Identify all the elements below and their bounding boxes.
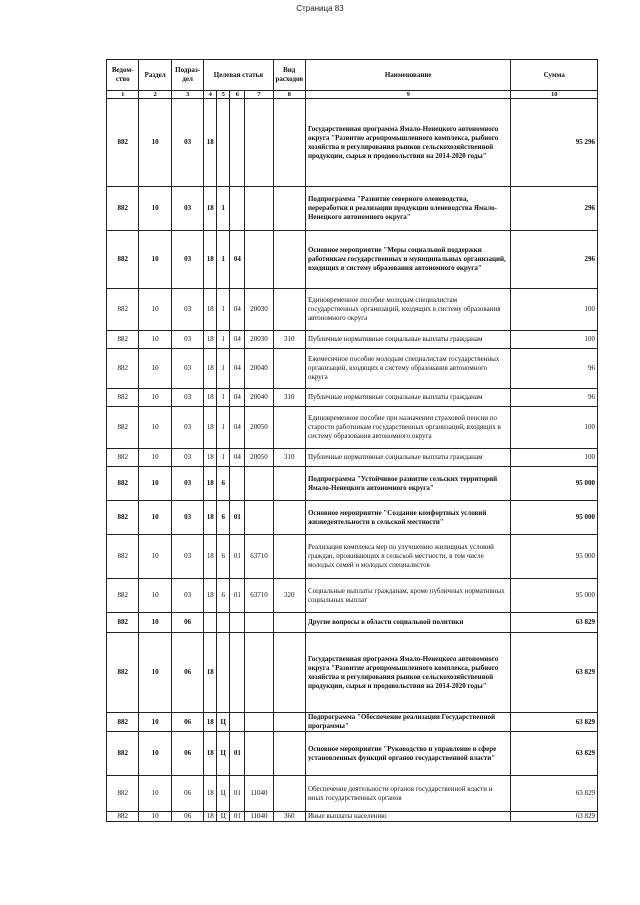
cell-event: 04 [230, 231, 245, 289]
cell-expense-type [273, 776, 305, 812]
column-number: 10 [511, 91, 598, 99]
cell-subprogram [217, 99, 230, 187]
table-row [107, 613, 598, 633]
cell-section: 10 [139, 501, 171, 535]
cell-expense-type [273, 713, 305, 732]
cell-name: Подпрограмма "Обеспечение реализации Государственной программы" [305, 713, 510, 732]
cell-direction [245, 231, 273, 289]
cell-event: 01 [230, 535, 245, 579]
cell-name: Подпрограмма "Развитие северного оленеводства, переработки и реализации продукции оленеводства Ямало-Ненецкого автономного округа" [305, 187, 510, 231]
column-number: 4 [204, 91, 217, 99]
cell-sum: 95 000 [511, 467, 598, 501]
cell-program: 18 [204, 633, 217, 713]
cell-section: 10 [139, 613, 171, 633]
cell-department: 882 [107, 407, 139, 449]
cell-name: Государственная программа Ямало-Ненецкого автономного округа "Развитие агропромышленного комплекса, рыбного хозяйства и регулирования рынков сельскохозяйственной продукции, сырья и продовольствия на 2014-2020 годы" [305, 99, 510, 187]
cell-subprogram: 1 [217, 187, 230, 231]
cell-department: 882 [107, 732, 139, 776]
table-row [107, 389, 598, 407]
cell-subsection: 06 [171, 613, 203, 633]
cell-name: Единовременное пособие молодым специалистам государственных организаций, входящих в систему образования автономного округа [305, 289, 510, 331]
cell-name: Публичные нормативные социальные выплаты гражданам [305, 331, 510, 349]
column-number-row [107, 91, 598, 99]
table-row [107, 349, 598, 389]
cell-direction [245, 713, 273, 732]
column-number: 3 [171, 91, 203, 99]
cell-subsection: 03 [171, 389, 203, 407]
cell-department: 882 [107, 633, 139, 713]
cell-name: Ежемесячное пособие молодым специалистам государственных организаций, входящих в систему образования автономного округа [305, 349, 510, 389]
cell-program: 18 [204, 812, 217, 822]
cell-expense-type: 310 [273, 331, 305, 349]
cell-event: 04 [230, 449, 245, 467]
cell-event: 01 [230, 776, 245, 812]
cell-name: Реализация комплекса мер по улучшению жилищных условий граждан, проживающих в сельской местности, в том числе молодых семей и молодых специалистов [305, 535, 510, 579]
cell-program: 18 [204, 407, 217, 449]
cell-expense-type [273, 535, 305, 579]
cell-sum: 296 [511, 231, 598, 289]
cell-expense-type: 310 [273, 449, 305, 467]
header-expense-type: Вид расходов [273, 60, 305, 91]
header-target-article: Целевая статья [204, 60, 273, 91]
cell-sum: 63 829 [511, 713, 598, 732]
cell-section: 10 [139, 633, 171, 713]
cell-name: Основное мероприятие "Руководство и управление в сфере установленных функций органов государственной власти" [305, 732, 510, 776]
cell-department: 882 [107, 389, 139, 407]
cell-section: 10 [139, 187, 171, 231]
cell-section: 10 [139, 713, 171, 732]
column-number: 6 [230, 91, 245, 99]
cell-expense-type [273, 187, 305, 231]
cell-subprogram: 6 [217, 579, 230, 613]
cell-expense-type [273, 349, 305, 389]
cell-direction [245, 467, 273, 501]
column-number: 1 [107, 91, 139, 99]
cell-subsection: 03 [171, 289, 203, 331]
cell-expense-type [273, 99, 305, 187]
cell-expense-type: 320 [273, 579, 305, 613]
table-body [107, 99, 598, 822]
cell-event: 04 [230, 389, 245, 407]
cell-subsection: 06 [171, 713, 203, 732]
cell-subprogram: 1 [217, 389, 230, 407]
cell-name: Подпрограмма "Устойчивое развитие сельских территорий Ямало-Ненецкого автономного округа" [305, 467, 510, 501]
cell-subsection: 03 [171, 467, 203, 501]
cell-subprogram [217, 613, 230, 633]
table-row [107, 633, 598, 713]
cell-section: 10 [139, 467, 171, 501]
cell-subprogram: 1 [217, 231, 230, 289]
cell-sum: 100 [511, 449, 598, 467]
cell-sum: 95 000 [511, 579, 598, 613]
cell-subsection: 03 [171, 407, 203, 449]
cell-program: 18 [204, 579, 217, 613]
cell-event: 01 [230, 579, 245, 613]
cell-program: 18 [204, 713, 217, 732]
cell-name: Публичные нормативные социальные выплаты гражданам [305, 389, 510, 407]
cell-program: 18 [204, 99, 217, 187]
cell-department: 882 [107, 501, 139, 535]
cell-subsection: 03 [171, 449, 203, 467]
cell-name: Социальные выплаты гражданам, кроме публичных нормативных социальных выплат [305, 579, 510, 613]
cell-program: 18 [204, 449, 217, 467]
cell-event: 04 [230, 289, 245, 331]
cell-name: Обеспечение деятельности органов государственной власти и иных государственных органов [305, 776, 510, 812]
cell-subprogram: 1 [217, 331, 230, 349]
cell-event [230, 467, 245, 501]
cell-program: 18 [204, 231, 217, 289]
cell-name: Государственная программа Ямало-Ненецкого автономного округа "Развитие агропромышленного комплекса, рыбного хозяйства и регулирования рынков сельскохозяйственной продукции, сырья и продовольствия на 2014-2020 годы" [305, 633, 510, 713]
cell-event: 04 [230, 331, 245, 349]
cell-department: 882 [107, 349, 139, 389]
cell-event: 01 [230, 732, 245, 776]
cell-subsection: 03 [171, 99, 203, 187]
cell-expense-type: 360 [273, 812, 305, 822]
cell-subprogram: 1 [217, 407, 230, 449]
cell-direction [245, 613, 273, 633]
cell-subprogram: Ц [217, 776, 230, 812]
cell-direction: 63710 [245, 535, 273, 579]
header-sum: Сумма [511, 60, 598, 91]
cell-event [230, 99, 245, 187]
header-name: Наименование [305, 60, 510, 91]
cell-expense-type [273, 467, 305, 501]
cell-department: 882 [107, 187, 139, 231]
table-row [107, 732, 598, 776]
cell-department: 882 [107, 776, 139, 812]
cell-direction: 20040 [245, 349, 273, 389]
cell-direction: 20050 [245, 449, 273, 467]
cell-section: 10 [139, 812, 171, 822]
cell-program: 18 [204, 289, 217, 331]
cell-program: 18 [204, 467, 217, 501]
cell-sum: 63 829 [511, 776, 598, 812]
cell-section: 10 [139, 535, 171, 579]
cell-program: 18 [204, 776, 217, 812]
cell-direction: 63710 [245, 579, 273, 613]
cell-department: 882 [107, 231, 139, 289]
cell-subsection: 06 [171, 812, 203, 822]
cell-subprogram: 1 [217, 449, 230, 467]
cell-name: Публичные нормативные социальные выплаты гражданам [305, 449, 510, 467]
header-section: Раздел [139, 60, 171, 91]
cell-sum: 100 [511, 407, 598, 449]
cell-subsection: 03 [171, 579, 203, 613]
header-department: Ведом-ство [107, 60, 139, 91]
cell-sum: 95 000 [511, 501, 598, 535]
cell-department: 882 [107, 99, 139, 187]
table-row [107, 812, 598, 822]
cell-direction: 20050 [245, 407, 273, 449]
cell-name: Основное мероприятие "Меры социальной поддержки работникам государственных и муниципальных организаций, входящих в систему образования автономного округа" [305, 231, 510, 289]
cell-department: 882 [107, 613, 139, 633]
cell-expense-type [273, 613, 305, 633]
cell-department: 882 [107, 812, 139, 822]
cell-event: 01 [230, 812, 245, 822]
column-number: 9 [305, 91, 510, 99]
cell-sum: 100 [511, 289, 598, 331]
table-row [107, 776, 598, 812]
page-header: Страница 83 [296, 4, 344, 13]
table-row [107, 501, 598, 535]
cell-direction: 20030 [245, 331, 273, 349]
table-row [107, 231, 598, 289]
cell-program: 18 [204, 349, 217, 389]
table-row [107, 331, 598, 349]
cell-section: 10 [139, 231, 171, 289]
cell-sum: 63 829 [511, 613, 598, 633]
cell-department: 882 [107, 535, 139, 579]
cell-program: 18 [204, 187, 217, 231]
cell-expense-type [273, 289, 305, 331]
cell-sum: 96 [511, 349, 598, 389]
cell-name: Единовременное пособие при назначении страховой пенсии по старости работникам государственных организаций, входящих в систему образования автономного округа [305, 407, 510, 449]
cell-event [230, 187, 245, 231]
cell-direction [245, 633, 273, 713]
cell-direction: 20040 [245, 389, 273, 407]
cell-name: Другие вопросы в области социальной политики [305, 613, 510, 633]
cell-sum: 63 829 [511, 732, 598, 776]
cell-name: Основное мероприятие "Создание комфортных условий жизнедеятельности в сельской местности" [305, 501, 510, 535]
cell-expense-type [273, 732, 305, 776]
cell-subprogram: 1 [217, 289, 230, 331]
cell-program: 18 [204, 501, 217, 535]
cell-department: 882 [107, 449, 139, 467]
cell-sum: 296 [511, 187, 598, 231]
cell-section: 10 [139, 449, 171, 467]
cell-section: 10 [139, 579, 171, 613]
cell-event: 04 [230, 407, 245, 449]
cell-section: 10 [139, 389, 171, 407]
cell-sum: 96 [511, 389, 598, 407]
cell-section: 10 [139, 349, 171, 389]
header-row [107, 60, 598, 91]
cell-subprogram: Ц [217, 732, 230, 776]
cell-direction: 11040 [245, 776, 273, 812]
column-number: 8 [273, 91, 305, 99]
cell-sum: 63 829 [511, 812, 598, 822]
cell-subsection: 03 [171, 331, 203, 349]
cell-expense-type [273, 407, 305, 449]
cell-event: 01 [230, 501, 245, 535]
cell-subsection: 06 [171, 633, 203, 713]
column-number: 5 [217, 91, 230, 99]
table-row [107, 187, 598, 231]
cell-subsection: 03 [171, 349, 203, 389]
cell-section: 10 [139, 289, 171, 331]
cell-section: 10 [139, 407, 171, 449]
column-number: 7 [245, 91, 273, 99]
table-row [107, 449, 598, 467]
cell-program: 18 [204, 535, 217, 579]
cell-subsection: 03 [171, 231, 203, 289]
table-row [107, 407, 598, 449]
cell-subsection: 03 [171, 535, 203, 579]
cell-subsection: 03 [171, 501, 203, 535]
cell-direction [245, 501, 273, 535]
cell-event [230, 613, 245, 633]
cell-subprogram: 6 [217, 501, 230, 535]
cell-subsection: 03 [171, 187, 203, 231]
cell-expense-type [273, 231, 305, 289]
cell-program: 18 [204, 331, 217, 349]
cell-direction [245, 187, 273, 231]
cell-program: 18 [204, 389, 217, 407]
cell-expense-type [273, 633, 305, 713]
cell-department: 882 [107, 713, 139, 732]
cell-sum: 100 [511, 331, 598, 349]
cell-sum: 95 296 [511, 99, 598, 187]
table-row [107, 467, 598, 501]
table-row [107, 289, 598, 331]
cell-section: 10 [139, 331, 171, 349]
cell-direction: 20030 [245, 289, 273, 331]
cell-department: 882 [107, 579, 139, 613]
cell-program: 18 [204, 732, 217, 776]
cell-department: 882 [107, 289, 139, 331]
cell-section: 10 [139, 99, 171, 187]
cell-subsection: 06 [171, 732, 203, 776]
cell-section: 10 [139, 776, 171, 812]
cell-section: 10 [139, 732, 171, 776]
cell-subprogram: 1 [217, 349, 230, 389]
cell-subprogram: 6 [217, 467, 230, 501]
cell-subprogram: Ц [217, 812, 230, 822]
cell-direction: 11040 [245, 812, 273, 822]
cell-sum: 95 000 [511, 535, 598, 579]
cell-event [230, 633, 245, 713]
cell-subsection: 06 [171, 776, 203, 812]
table-row [107, 99, 598, 187]
header-subsection: Подраз-дел [171, 60, 203, 91]
table-row [107, 713, 598, 732]
cell-direction [245, 732, 273, 776]
budget-table [106, 59, 598, 822]
table-row [107, 579, 598, 613]
cell-expense-type: 310 [273, 389, 305, 407]
column-number: 2 [139, 91, 171, 99]
cell-direction [245, 99, 273, 187]
cell-expense-type [273, 501, 305, 535]
table-row [107, 535, 598, 579]
cell-name: Иные выплаты населению [305, 812, 510, 822]
cell-subprogram: Ц [217, 713, 230, 732]
cell-event [230, 713, 245, 732]
cell-program [204, 613, 217, 633]
cell-event: 04 [230, 349, 245, 389]
cell-department: 882 [107, 331, 139, 349]
cell-sum: 63 829 [511, 633, 598, 713]
cell-department: 882 [107, 467, 139, 501]
cell-subprogram: 6 [217, 535, 230, 579]
cell-subprogram [217, 633, 230, 713]
